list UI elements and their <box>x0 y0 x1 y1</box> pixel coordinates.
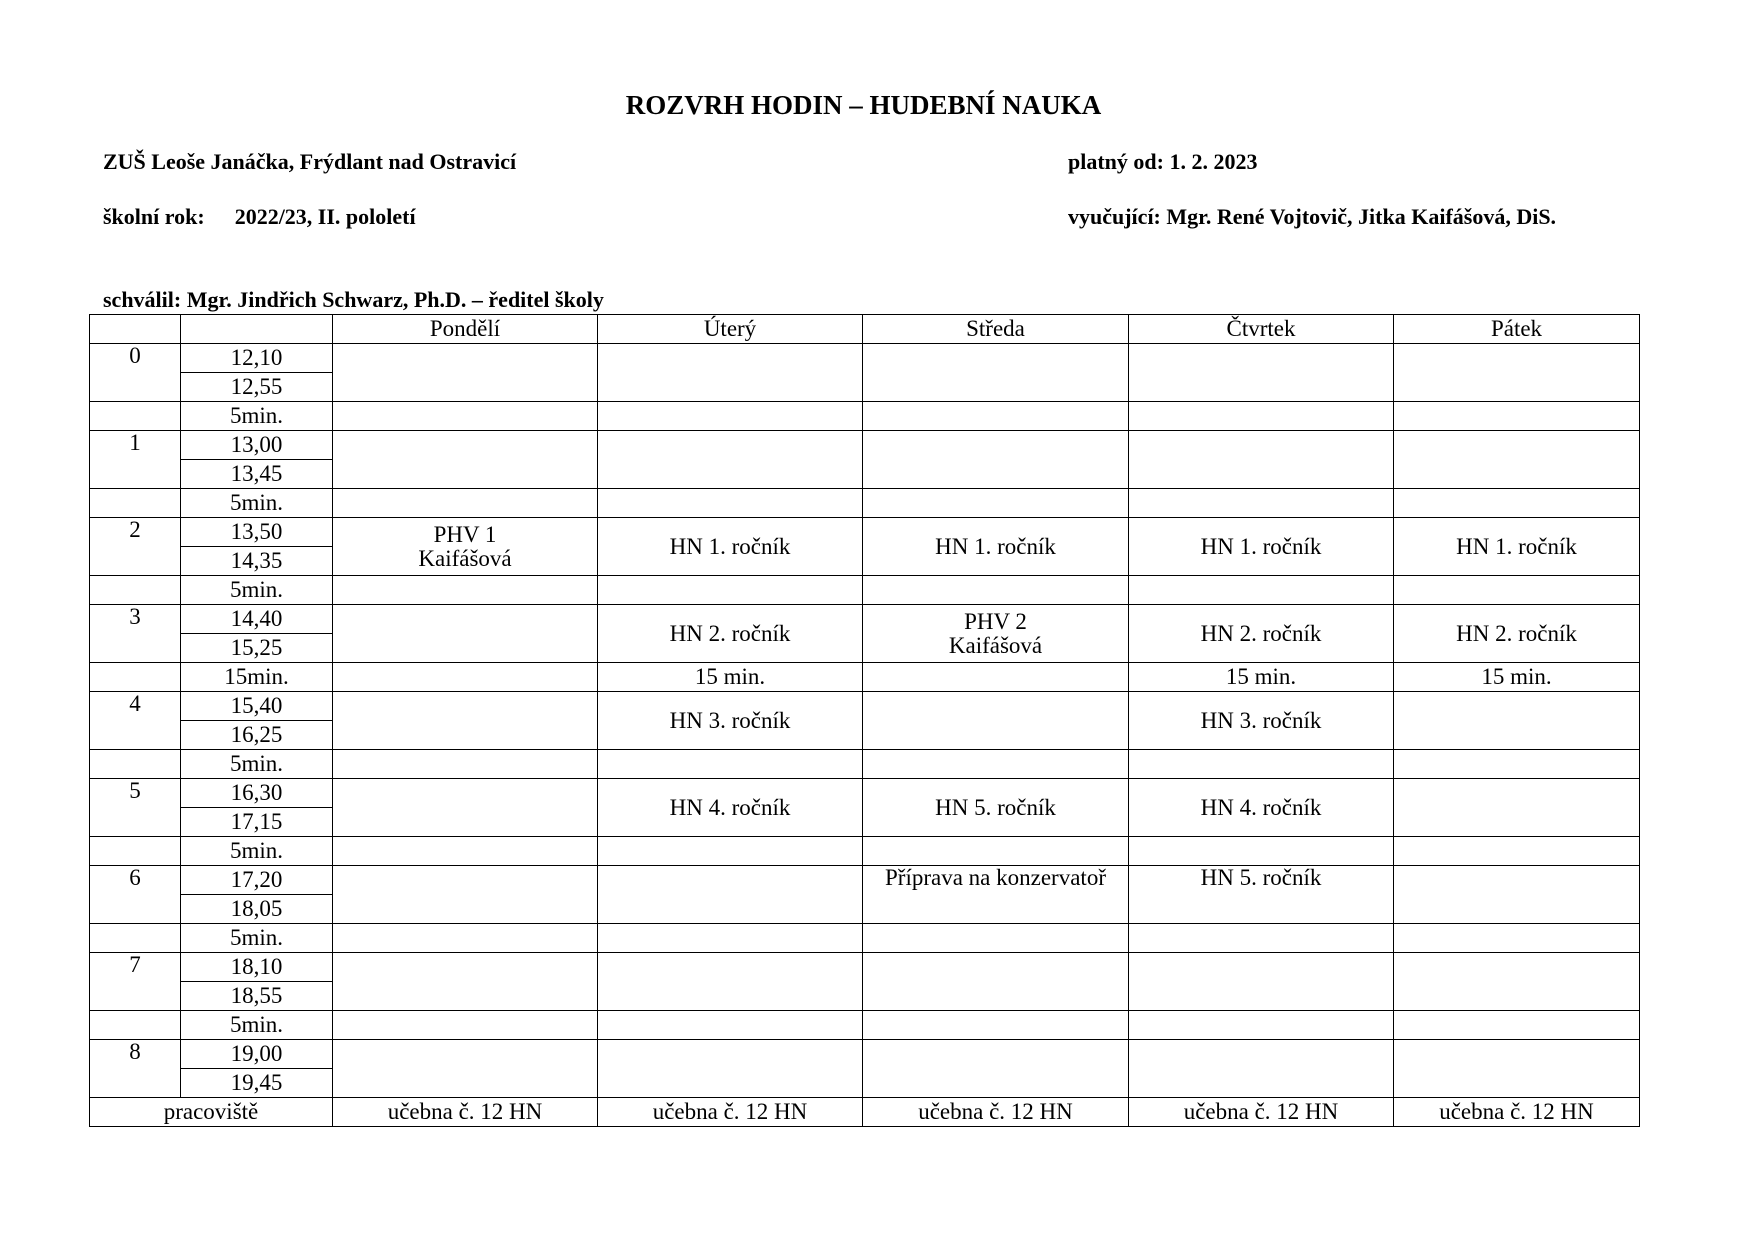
break-cell <box>1129 1011 1394 1040</box>
lesson-cell <box>1394 344 1640 402</box>
lesson-end-time: 18,05 <box>181 895 333 924</box>
break-cell <box>598 750 863 779</box>
lesson-subject: HN 5. ročník <box>1200 865 1322 890</box>
lesson-subject: Příprava na konzervatoř <box>885 865 1106 890</box>
lesson-cell <box>1129 866 1394 924</box>
break-number-cell <box>90 576 181 605</box>
break-row <box>90 750 1640 779</box>
lesson-cell <box>863 953 1129 1011</box>
workplace-room: učebna č. 12 HN <box>1394 1098 1640 1127</box>
break-duration: 5min. <box>181 402 333 431</box>
break-cell <box>598 402 863 431</box>
break-number-cell <box>90 837 181 866</box>
break-cell <box>333 837 598 866</box>
lesson-cell <box>598 779 863 837</box>
lesson-start-time: 13,00 <box>181 431 333 460</box>
lesson-cell <box>333 431 598 489</box>
lesson-number: 4 <box>90 692 181 750</box>
break-cell <box>1394 402 1640 431</box>
lesson-cell <box>333 953 598 1011</box>
workplace-room: učebna č. 12 HN <box>863 1098 1129 1127</box>
break-duration: 5min. <box>181 1011 333 1040</box>
break-duration: 15min. <box>181 663 333 692</box>
break-cell <box>1394 750 1640 779</box>
break-cell <box>863 402 1129 431</box>
lesson-subject: HN 5. ročník <box>935 794 1056 820</box>
break-cell <box>598 576 863 605</box>
break-cell <box>333 750 598 779</box>
lesson-subject: HN 2. ročník <box>1200 620 1322 646</box>
lesson-cell <box>333 344 598 402</box>
lesson-cell <box>863 866 1129 924</box>
lesson-subject: HN 3. ročník <box>669 707 791 733</box>
lesson-end-time: 12,55 <box>181 373 333 402</box>
break-cell <box>1394 663 1640 692</box>
lesson-cell <box>1129 518 1394 576</box>
break-cell <box>863 576 1129 605</box>
lesson-row <box>90 518 1640 547</box>
break-cell <box>863 663 1129 692</box>
lesson-cell <box>863 779 1129 837</box>
lesson-row <box>90 431 1640 460</box>
school-name: ZUŠ Leoše Janáčka, Frýdlant nad Ostravicí <box>103 149 517 174</box>
break-cell <box>1394 576 1640 605</box>
lesson-number: 2 <box>90 518 181 576</box>
lesson-end-time: 18,55 <box>181 982 333 1011</box>
lesson-row <box>90 692 1640 721</box>
break-row <box>90 1011 1640 1040</box>
lesson-cell <box>333 779 598 837</box>
lesson-cell <box>1129 344 1394 402</box>
break-number-cell <box>90 924 181 953</box>
break-cell <box>863 489 1129 518</box>
break-cell <box>598 663 863 692</box>
lesson-number: 8 <box>90 1040 181 1098</box>
workplace-row <box>90 1098 1640 1127</box>
break-duration: 5min. <box>181 924 333 953</box>
lesson-subject: HN 4. ročník <box>1200 794 1322 820</box>
workplace-label: pracoviště <box>90 1098 333 1127</box>
break-label: 15 min. <box>1225 664 1297 689</box>
time-header-cell <box>181 315 333 344</box>
lesson-number: 5 <box>90 779 181 837</box>
lesson-cell <box>1129 779 1394 837</box>
lesson-cell <box>1129 1040 1394 1098</box>
teachers: vyučující: Mgr. René Vojtovič, Jitka Kaifášová, DiS. <box>1068 204 1557 229</box>
lesson-cell <box>1394 1040 1640 1098</box>
workplace-room: učebna č. 12 HN <box>333 1098 598 1127</box>
lesson-cell <box>1394 518 1640 576</box>
lesson-end-time: 16,25 <box>181 721 333 750</box>
break-cell <box>1129 663 1394 692</box>
lesson-subject: HN 1. ročník <box>1200 533 1322 559</box>
lesson-end-time: 14,35 <box>181 547 333 576</box>
workplace-room: učebna č. 12 HN <box>1129 1098 1394 1127</box>
break-cell <box>333 924 598 953</box>
break-number-cell <box>90 489 181 518</box>
lesson-cell <box>598 866 863 924</box>
break-cell <box>1394 1011 1640 1040</box>
break-cell <box>1394 924 1640 953</box>
lesson-cell <box>333 692 598 750</box>
lesson-end-time: 13,45 <box>181 460 333 489</box>
break-row <box>90 924 1640 953</box>
lesson-end-time: 15,25 <box>181 634 333 663</box>
lesson-end-time: 17,15 <box>181 808 333 837</box>
lesson-cell <box>598 692 863 750</box>
lesson-cell <box>863 518 1129 576</box>
lesson-cell <box>598 431 863 489</box>
break-row <box>90 489 1640 518</box>
lesson-cell <box>863 692 1129 750</box>
lesson-cell <box>333 605 598 663</box>
lesson-cell <box>1129 431 1394 489</box>
break-number-cell <box>90 1011 181 1040</box>
break-label: 15 min. <box>694 664 766 689</box>
lesson-cell <box>598 605 863 663</box>
break-cell <box>1129 750 1394 779</box>
lesson-cell <box>333 1040 598 1098</box>
break-duration: 5min. <box>181 750 333 779</box>
break-cell <box>598 924 863 953</box>
lesson-start-time: 19,00 <box>181 1040 333 1069</box>
lesson-start-time: 14,40 <box>181 605 333 634</box>
school-year-value: 2022/23, II. pololetí <box>234 204 416 229</box>
lesson-subject: HN 4. ročník <box>669 794 791 820</box>
lesson-cell <box>1129 692 1394 750</box>
lesson-cell <box>598 518 863 576</box>
break-cell <box>1394 489 1640 518</box>
break-row <box>90 576 1640 605</box>
break-cell <box>1129 489 1394 518</box>
day-header: Čtvrtek <box>1129 315 1394 344</box>
corner-cell <box>90 315 181 344</box>
break-duration: 5min. <box>181 489 333 518</box>
break-cell <box>863 1011 1129 1040</box>
lesson-number: 3 <box>90 605 181 663</box>
lesson-cell <box>598 953 863 1011</box>
lesson-number: 0 <box>90 344 181 402</box>
lesson-start-time: 15,40 <box>181 692 333 721</box>
break-cell <box>598 837 863 866</box>
valid-from: platný od: 1. 2. 2023 <box>1068 149 1258 174</box>
break-cell <box>1394 837 1640 866</box>
page-title: ROZVRH HODIN – HUDEBNÍ NAUKA <box>625 90 1102 120</box>
lesson-subject: HN 2. ročník <box>1456 620 1577 646</box>
break-cell <box>333 1011 598 1040</box>
lesson-cell <box>1394 779 1640 837</box>
lesson-cell <box>333 866 598 924</box>
lesson-cell <box>333 518 598 576</box>
break-cell <box>1129 924 1394 953</box>
lesson-row <box>90 866 1640 895</box>
lesson-subject: PHV 2 Kaifášová <box>948 608 1043 658</box>
lesson-subject: HN 1. ročník <box>1456 533 1577 559</box>
break-cell <box>333 489 598 518</box>
school-year <box>103 204 416 230</box>
break-cell <box>598 489 863 518</box>
lesson-row <box>90 779 1640 808</box>
day-header: Středa <box>863 315 1129 344</box>
lesson-cell <box>1394 605 1640 663</box>
lesson-number: 6 <box>90 866 181 924</box>
break-cell <box>333 663 598 692</box>
break-cell <box>333 576 598 605</box>
break-row <box>90 663 1640 692</box>
lesson-cell <box>598 1040 863 1098</box>
lesson-start-time: 16,30 <box>181 779 333 808</box>
lesson-cell <box>863 605 1129 663</box>
break-cell <box>598 1011 863 1040</box>
lesson-subject: HN 3. ročník <box>1200 707 1322 733</box>
break-cell <box>863 837 1129 866</box>
break-duration: 5min. <box>181 837 333 866</box>
school-year-label: školní rok: <box>103 204 205 229</box>
lesson-cell <box>1394 953 1640 1011</box>
break-cell <box>1129 402 1394 431</box>
lesson-start-time: 13,50 <box>181 518 333 547</box>
lesson-cell <box>1129 953 1394 1011</box>
break-cell <box>863 750 1129 779</box>
lesson-row <box>90 1040 1640 1069</box>
day-header: Pondělí <box>333 315 598 344</box>
lesson-subject: PHV 1 Kaifášová <box>418 521 512 571</box>
break-number-cell <box>90 663 181 692</box>
break-cell <box>1129 837 1394 866</box>
break-duration: 5min. <box>181 576 333 605</box>
lesson-number: 1 <box>90 431 181 489</box>
approved-by: schválil: Mgr. Jindřich Schwarz, Ph.D. – ředitel školy <box>103 287 604 312</box>
break-row <box>90 402 1640 431</box>
lesson-cell <box>1394 692 1640 750</box>
lesson-row <box>90 344 1640 373</box>
lesson-subject: HN 1. ročník <box>669 533 791 559</box>
break-label: 15 min. <box>1481 664 1552 689</box>
lesson-cell <box>1394 866 1640 924</box>
lesson-cell <box>598 344 863 402</box>
break-number-cell <box>90 750 181 779</box>
workplace-room: učebna č. 12 HN <box>598 1098 863 1127</box>
break-cell <box>863 924 1129 953</box>
break-cell <box>333 402 598 431</box>
day-header: Úterý <box>598 315 863 344</box>
lesson-subject: HN 1. ročník <box>935 533 1056 559</box>
lesson-row <box>90 953 1640 982</box>
lesson-cell <box>1129 605 1394 663</box>
lesson-subject: HN 2. ročník <box>669 620 791 646</box>
day-header: Pátek <box>1394 315 1640 344</box>
lesson-cell <box>863 431 1129 489</box>
break-cell <box>1129 576 1394 605</box>
lesson-start-time: 17,20 <box>181 866 333 895</box>
lesson-start-time: 18,10 <box>181 953 333 982</box>
lesson-cell <box>863 344 1129 402</box>
break-number-cell <box>90 402 181 431</box>
day-header-row <box>90 315 1640 344</box>
lesson-row <box>90 605 1640 634</box>
lesson-end-time: 19,45 <box>181 1069 333 1098</box>
break-row <box>90 837 1640 866</box>
lesson-start-time: 12,10 <box>181 344 333 373</box>
timetable <box>89 314 1640 1127</box>
timetable-body <box>90 344 1640 1098</box>
lesson-cell <box>1394 431 1640 489</box>
lesson-number: 7 <box>90 953 181 1011</box>
lesson-cell <box>863 1040 1129 1098</box>
